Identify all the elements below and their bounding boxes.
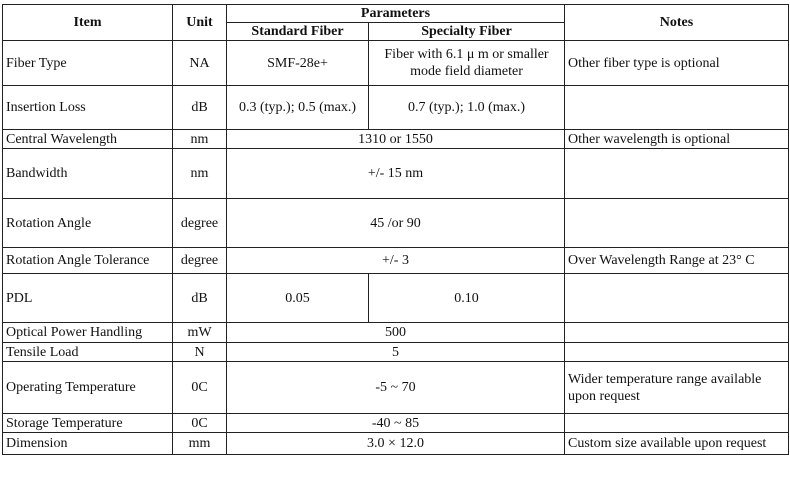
row-unit: nm xyxy=(173,130,227,149)
row-notes: Custom size available upon request xyxy=(565,433,789,455)
row-notes: Other fiber type is optional xyxy=(565,41,789,86)
table-row xyxy=(3,41,789,86)
row-standard: 0.3 (typ.); 0.5 (max.) xyxy=(227,86,369,130)
row-notes: Other wavelength is optional xyxy=(565,130,789,149)
row-item: Optical Power Handling xyxy=(3,323,173,343)
header-notes: Notes xyxy=(565,5,789,41)
header-row-top xyxy=(3,5,789,23)
row-notes: Over Wavelength Range at 23° C xyxy=(565,248,789,274)
row-unit: N xyxy=(173,343,227,362)
row-specialty: 0.7 (typ.); 1.0 (max.) xyxy=(369,86,565,130)
table-row xyxy=(3,274,789,323)
row-item: Central Wavelength xyxy=(3,130,173,149)
row-item: Storage Temperature xyxy=(3,414,173,433)
table-row xyxy=(3,130,789,149)
row-unit: nm xyxy=(173,149,227,199)
row-unit: dB xyxy=(173,274,227,323)
row-item: Dimension xyxy=(3,433,173,455)
table-row xyxy=(3,433,789,455)
row-unit: 0C xyxy=(173,414,227,433)
header-specialty-fiber: Specialty Fiber xyxy=(369,23,565,41)
table-row xyxy=(3,248,789,274)
row-unit: NA xyxy=(173,41,227,86)
row-value: 1310 or 1550 xyxy=(227,130,565,149)
row-unit: degree xyxy=(173,248,227,274)
header-item: Item xyxy=(3,5,173,41)
row-unit: dB xyxy=(173,86,227,130)
row-notes xyxy=(565,199,789,248)
row-unit: mm xyxy=(173,433,227,455)
row-value: 45 /or 90 xyxy=(227,199,565,248)
row-item: Insertion Loss xyxy=(3,86,173,130)
row-item: Operating Temperature xyxy=(3,362,173,414)
table-row xyxy=(3,343,789,362)
header-parameters: Parameters xyxy=(227,5,565,23)
table-row xyxy=(3,149,789,199)
row-value: 5 xyxy=(227,343,565,362)
table-row xyxy=(3,414,789,433)
row-notes: Wider temperature range available upon request xyxy=(565,362,789,414)
table-row xyxy=(3,199,789,248)
row-value: +/- 15 nm xyxy=(227,149,565,199)
row-standard: 0.05 xyxy=(227,274,369,323)
row-notes xyxy=(565,323,789,343)
row-item: PDL xyxy=(3,274,173,323)
row-value: 500 xyxy=(227,323,565,343)
row-unit: degree xyxy=(173,199,227,248)
row-notes xyxy=(565,414,789,433)
row-unit: mW xyxy=(173,323,227,343)
table-row xyxy=(3,323,789,343)
row-item: Rotation Angle Tolerance xyxy=(3,248,173,274)
row-value: 3.0 × 12.0 xyxy=(227,433,565,455)
header-standard-fiber: Standard Fiber xyxy=(227,23,369,41)
row-item: Bandwidth xyxy=(3,149,173,199)
table-row xyxy=(3,86,789,130)
row-notes xyxy=(565,149,789,199)
row-notes xyxy=(565,86,789,130)
row-specialty: Fiber with 6.1 μ m or smaller mode field diameter xyxy=(369,41,565,86)
row-unit: 0C xyxy=(173,362,227,414)
row-notes xyxy=(565,343,789,362)
row-item: Tensile Load xyxy=(3,343,173,362)
header-unit: Unit xyxy=(173,5,227,41)
row-item: Rotation Angle xyxy=(3,199,173,248)
row-value: +/- 3 xyxy=(227,248,565,274)
row-value: -5 ~ 70 xyxy=(227,362,565,414)
row-item: Fiber Type xyxy=(3,41,173,86)
row-specialty: 0.10 xyxy=(369,274,565,323)
row-standard: SMF-28e+ xyxy=(227,41,369,86)
row-value: -40 ~ 85 xyxy=(227,414,565,433)
table-row xyxy=(3,362,789,414)
row-notes xyxy=(565,274,789,323)
specifications-table xyxy=(2,4,789,455)
